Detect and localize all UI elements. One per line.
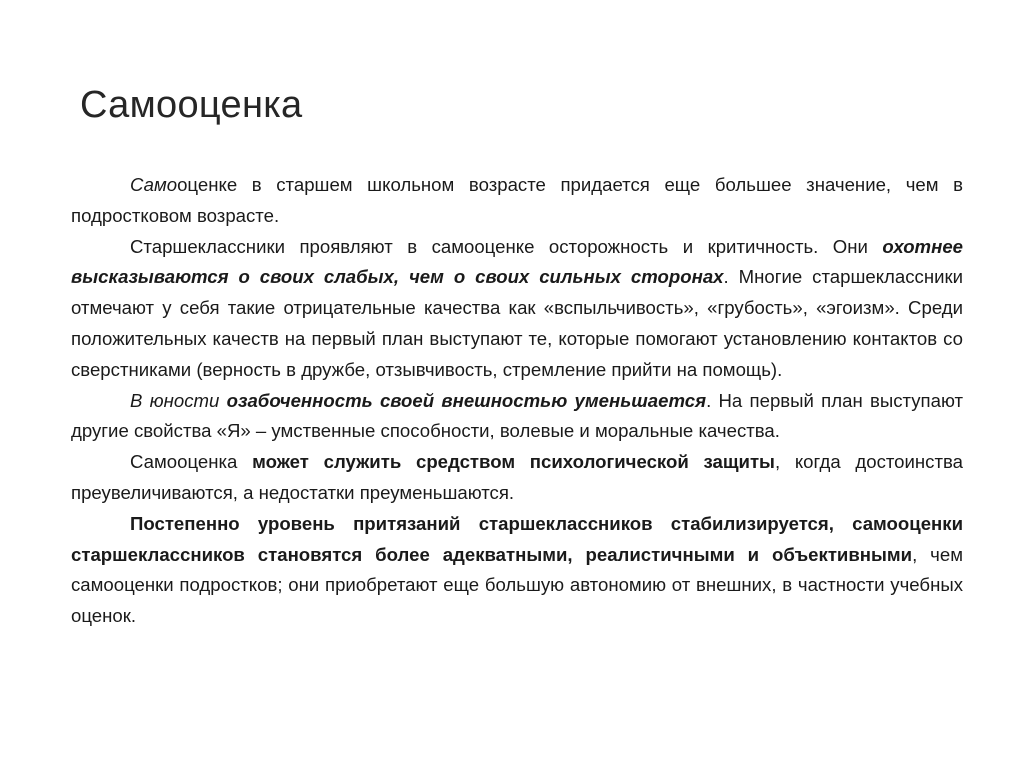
paragraph-text: . На первый план выступают другие свойства «Я» – умственные способности, волевые и моральные качества. [71, 389, 964, 442]
paragraph-3 [71, 386, 963, 448]
italic-text: Само [130, 174, 178, 195]
paragraph-text: оценке в старшем школьном возрасте придается еще большее значение, чем в подростковом возрасте. [71, 174, 963, 226]
paragraph-2 [71, 232, 963, 386]
paragraph-text: Старшеклассники проявляют в самооценке осторожность и критичность. Они [130, 235, 883, 257]
paragraph-5 [71, 509, 963, 632]
paragraph-text: . Многие старшеклассники отмечают у себя такие отрицательные качества как «вспыльчивость», «грубость», «эгоизм». Среди положительных качеств на первый план выступают те, которые помогают установлению контактов со сверстниками (верность в дружбе, отзывчивость, стремление прийти на помощь). [71, 266, 964, 380]
paragraph-1 [71, 170, 963, 232]
slide-title: Самооценка [80, 84, 303, 126]
slide-body [71, 170, 963, 632]
paragraph-text: , когда достоинства преувеличиваются, а недостатки преуменьшаются. [71, 451, 964, 503]
paragraph-4 [71, 447, 963, 509]
paragraph-text: , чем самооценки подростков; они приобретают еще большую автономию от внешних, в частности учебных оценок. [71, 543, 963, 627]
bold-text: может служить средством психологической защиты [252, 451, 775, 473]
bold-italic-text: охотнее высказываются о своих слабых, чем о своих сильных сторонах [71, 235, 963, 288]
bold-text: Постепенно уровень притязаний старшеклассников стабилизируется, самооценки старшеклассников становятся более адекватными, реалистичными и объективными [71, 512, 963, 565]
italic-text: В юности [130, 389, 227, 411]
paragraph-text: Самооценка [130, 451, 253, 473]
bold-italic-text: озабоченность своей внешностью уменьшается [226, 389, 707, 411]
